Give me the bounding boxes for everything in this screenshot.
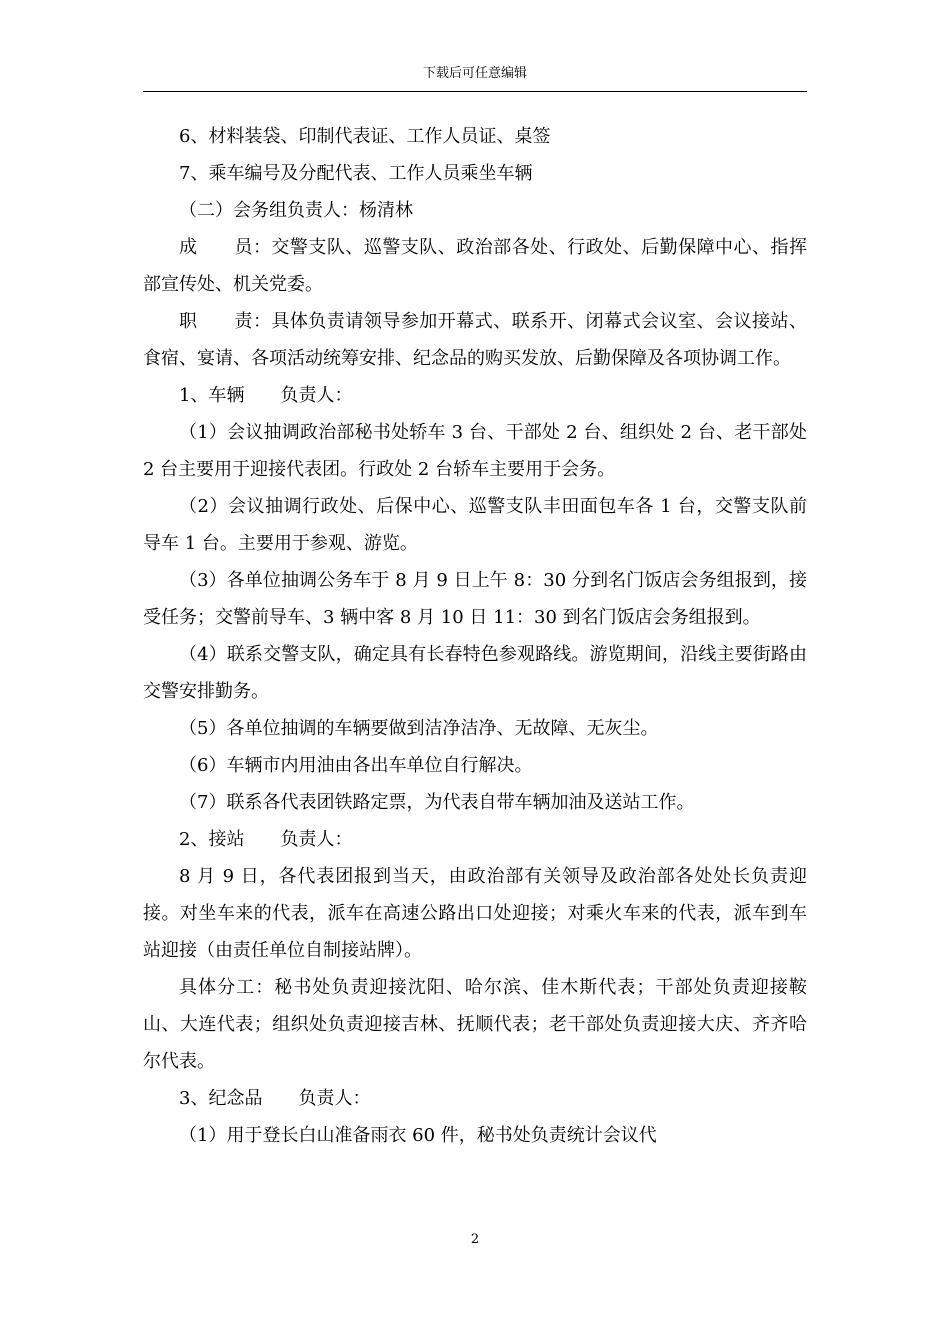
- paragraph: 8 月 9 日，各代表团报到当天，由政治部有关领导及政治部各处处长负责迎接。对坐车来的代表，派车在高速公路出口处迎接；对乘火车来的代表，派车到车站迎接（由责任单位自制接站牌）。: [143, 866, 807, 961]
- header-divider: [143, 91, 807, 92]
- paragraph: 6、材料装袋、印制代表证、工作人员证、桌签: [179, 126, 551, 147]
- subsection-heading: 2、接站 负责人：: [179, 829, 353, 850]
- paragraph: 7、乘车编号及分配代表、工作人员乘坐车辆: [179, 163, 533, 184]
- section-heading: （二）会务组负责人：杨清林: [179, 200, 413, 221]
- subsection-heading: 3、纪念品 负责人：: [179, 1088, 371, 1109]
- paragraph: （6）车辆市内用油由各出车单位自行解决。: [179, 755, 533, 776]
- paragraph: （1）会议抽调政治部秘书处轿车 3 台、干部处 2 台、组织处 2 台、老干部处 2 台主要用于迎接代表团。行政处 2 台轿车主要用于会务。: [143, 422, 807, 480]
- paragraph: 具体分工：秘书处负责迎接沈阳、哈尔滨、佳木斯代表；干部处负责迎接鞍山、大连代表；组织处负责迎接吉林、抚顺代表；老干部处负责迎接大庆、齐齐哈尔代表。: [143, 977, 807, 1072]
- document-body: [143, 118, 807, 1154]
- page-number: 2: [470, 1232, 480, 1247]
- paragraph: （1）用于登长白山准备雨衣 60 件，秘书处负责统计会议代: [179, 1125, 657, 1146]
- paragraph: （2）会议抽调行政处、后保中心、巡警支队丰田面包车各 1 台，交警支队前导车 1 台。主要用于参观、游览。: [143, 496, 807, 554]
- paragraph: 职 责：具体负责请领导参加开幕式、联系开、闭幕式会议室、会议接站、食宿、宴请、各项活动统筹安排、纪念品的购买发放、后勤保障及各项协调工作。: [143, 311, 807, 369]
- paragraph: （5）各单位抽调的车辆要做到洁净洁净、无故障、无灰尘。: [179, 718, 659, 739]
- paragraph: （3）各单位抽调公务车于 8 月 9 日上午 8：30 分到名门饭店会务组报到，接受任务；交警前导车、3 辆中客 8 月 10 日 11：30 到名门饭店会务组报到。: [143, 570, 807, 628]
- page-header: 下载后可任意编辑: [422, 66, 527, 81]
- paragraph: （7）联系各代表团铁路定票，为代表自带车辆加油及送站工作。: [179, 792, 695, 813]
- paragraph: 成 员：交警支队、巡警支队、政治部各处、行政处、后勤保障中心、指挥部宣传处、机关党委。: [143, 237, 807, 295]
- paragraph: （4）联系交警支队，确定具有长春特色参观路线。游览期间，沿线主要街路由交警安排勤务。: [143, 644, 807, 702]
- subsection-heading: 1、车辆 负责人：: [179, 385, 353, 406]
